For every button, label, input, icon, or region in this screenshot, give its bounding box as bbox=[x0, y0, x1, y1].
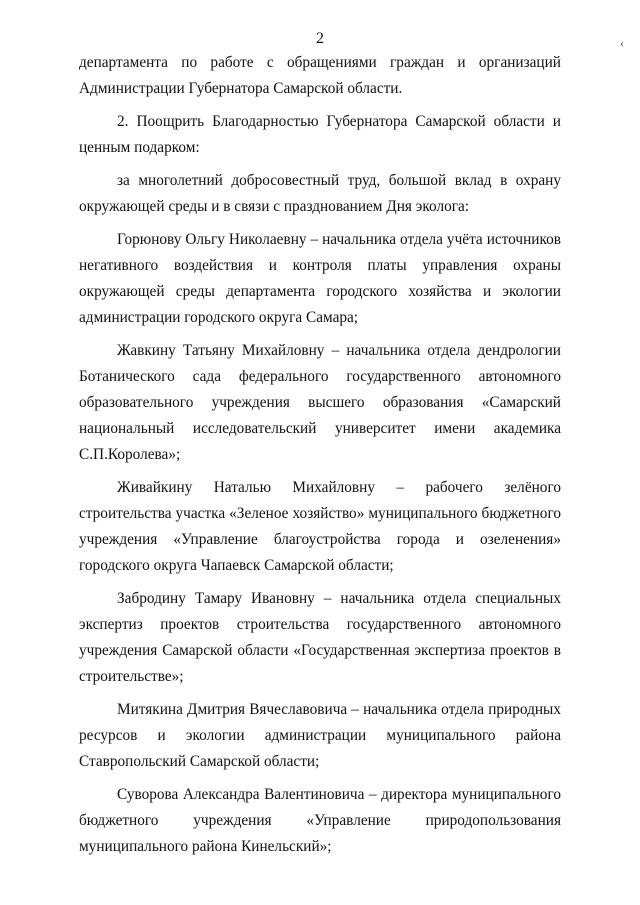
paragraph-item-2: 2. Поощрить Благодарностью Губернатора Самарской области и ценным подарком: bbox=[79, 113, 561, 156]
page-number: 2 bbox=[316, 30, 324, 47]
paragraph-continuation: департамента по работе с обращениями граждан и организаций Администрации Губернатора Самарской области. bbox=[79, 54, 561, 97]
paragraph-zabrodina: Забродину Тамару Ивановну – начальника отдела специальных экспертиз проектов строительства государственного автономного учреждения Самарской области «Государственная экспертиза проектов в строительстве»; bbox=[79, 590, 561, 685]
paragraph-suvorov: Суворова Александра Валентиновича – директора муниципального бюджетного учреждения «Управление природопользования муниципального района Кинельский»; bbox=[79, 786, 561, 855]
paragraph-zhivaykina: Живайкину Наталью Михайловну – рабочего зелёного строительства участка «Зеленое хозяйство» муниципального бюджетного учреждения «Управление благоустройства города и озеленения» городского округа Чапаевск Самарской области; bbox=[79, 479, 561, 574]
paragraph-reason: за многолетний добросовестный труд, большой вклад в охрану окружающей среды и в связи с празднованием Дня эколога: bbox=[79, 172, 561, 215]
paragraph-mityakin: Митякина Дмитрия Вячеславовича – начальника отдела природных ресурсов и экологии администрации муниципального района Ставропольский Самарской области; bbox=[79, 701, 561, 770]
paragraph-zhavkina: Жавкину Татьяну Михайловну – начальника отдела дендрологии Ботанического сада федерального государственного автономного образовательного учреждения высшего образования «Самарский национальный исследовательский университет имени академика С.П.Королева»; bbox=[79, 342, 561, 463]
document-body bbox=[79, 50, 561, 860]
corner-mark: ‹ bbox=[620, 36, 624, 50]
paragraph-goryunova: Горюнову Ольгу Николаевну – начальника отдела учёта источников негативного воздействия и контроля платы управления охраны окружающей среды департамента городского хозяйства и экологии администрации городского округа Самара; bbox=[79, 231, 561, 326]
